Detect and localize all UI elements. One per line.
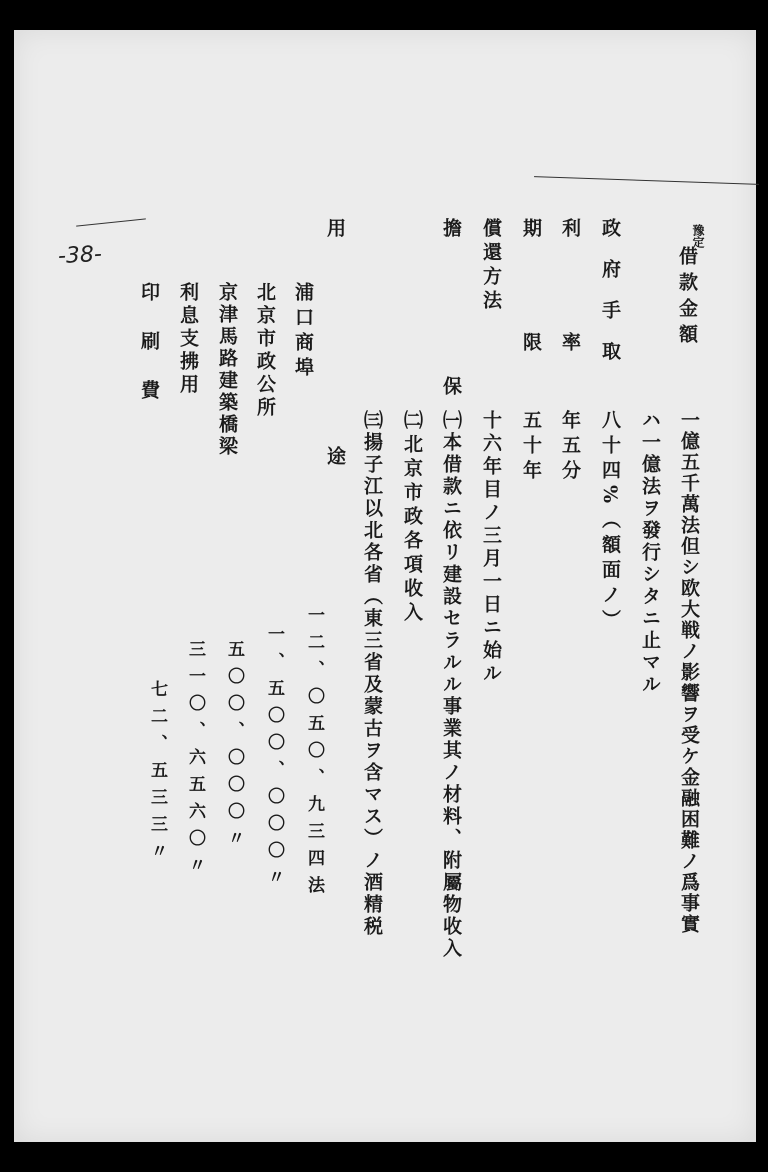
value-security-1: ㈠本借款ニ依リ建設セラルル事業其ノ材料、附屬物收入 bbox=[440, 410, 462, 960]
usage-amount-printing: 七二、五三三〃 bbox=[147, 680, 167, 869]
label-term: 期 限 bbox=[520, 218, 542, 389]
value-loan-amount-line1: 一億五千萬法但シ欧大戦ノ影響ヲ受ケ金融困難ノ爲事實 bbox=[678, 410, 700, 935]
value-security-3: ㈢揚子江以北各省（東三省及蒙古ヲ含マス）ノ酒精税 bbox=[361, 410, 383, 938]
usage-label-printing: 印刷費 bbox=[138, 282, 160, 429]
value-interest-rate: 年五分 bbox=[559, 410, 581, 485]
usage-amount-pukou: 一二、〇五〇、九三四法 bbox=[304, 606, 324, 903]
usage-label-interest: 利息支拂用 bbox=[177, 282, 199, 397]
value-security-2: ㈡北京市政各項收入 bbox=[401, 410, 423, 626]
rule-line bbox=[76, 218, 146, 226]
usage-label-jingjin: 京津馬路建築橋梁 bbox=[216, 282, 238, 458]
value-loan-amount-line2: ハ一億法ヲ發行シタニ止マル bbox=[639, 410, 661, 696]
label-security: 擔 保 bbox=[440, 218, 462, 455]
label-loan-amount: 借款金額 bbox=[676, 246, 698, 350]
page-number: -38- bbox=[57, 241, 103, 270]
label-govt-receipt: 政府手取 bbox=[599, 218, 621, 382]
rule-line bbox=[534, 176, 759, 185]
label-interest-rate: 利 率 bbox=[559, 218, 581, 389]
usage-header: 用 途 bbox=[324, 218, 346, 560]
usage-label-pukou: 浦口商埠 bbox=[292, 282, 314, 382]
usage-amount-jingjin: 五〇〇、〇〇〇〃 bbox=[224, 640, 244, 856]
value-term: 五十年 bbox=[520, 410, 542, 485]
usage-label-beijing: 北京市政公所 bbox=[254, 282, 276, 420]
usage-amount-beijing: 一、五〇〇、〇〇〇〃 bbox=[264, 625, 284, 895]
value-govt-receipt: 八十四%（額面ノ） bbox=[599, 410, 621, 635]
value-repayment-method: 十六年目ノ三月一日ニ始ル bbox=[480, 410, 502, 686]
usage-amount-interest: 三一〇、六五六〇〃 bbox=[185, 640, 205, 883]
label-small-yotei: 豫定 bbox=[691, 224, 705, 248]
label-repayment-method: 償還方法 bbox=[480, 218, 502, 314]
